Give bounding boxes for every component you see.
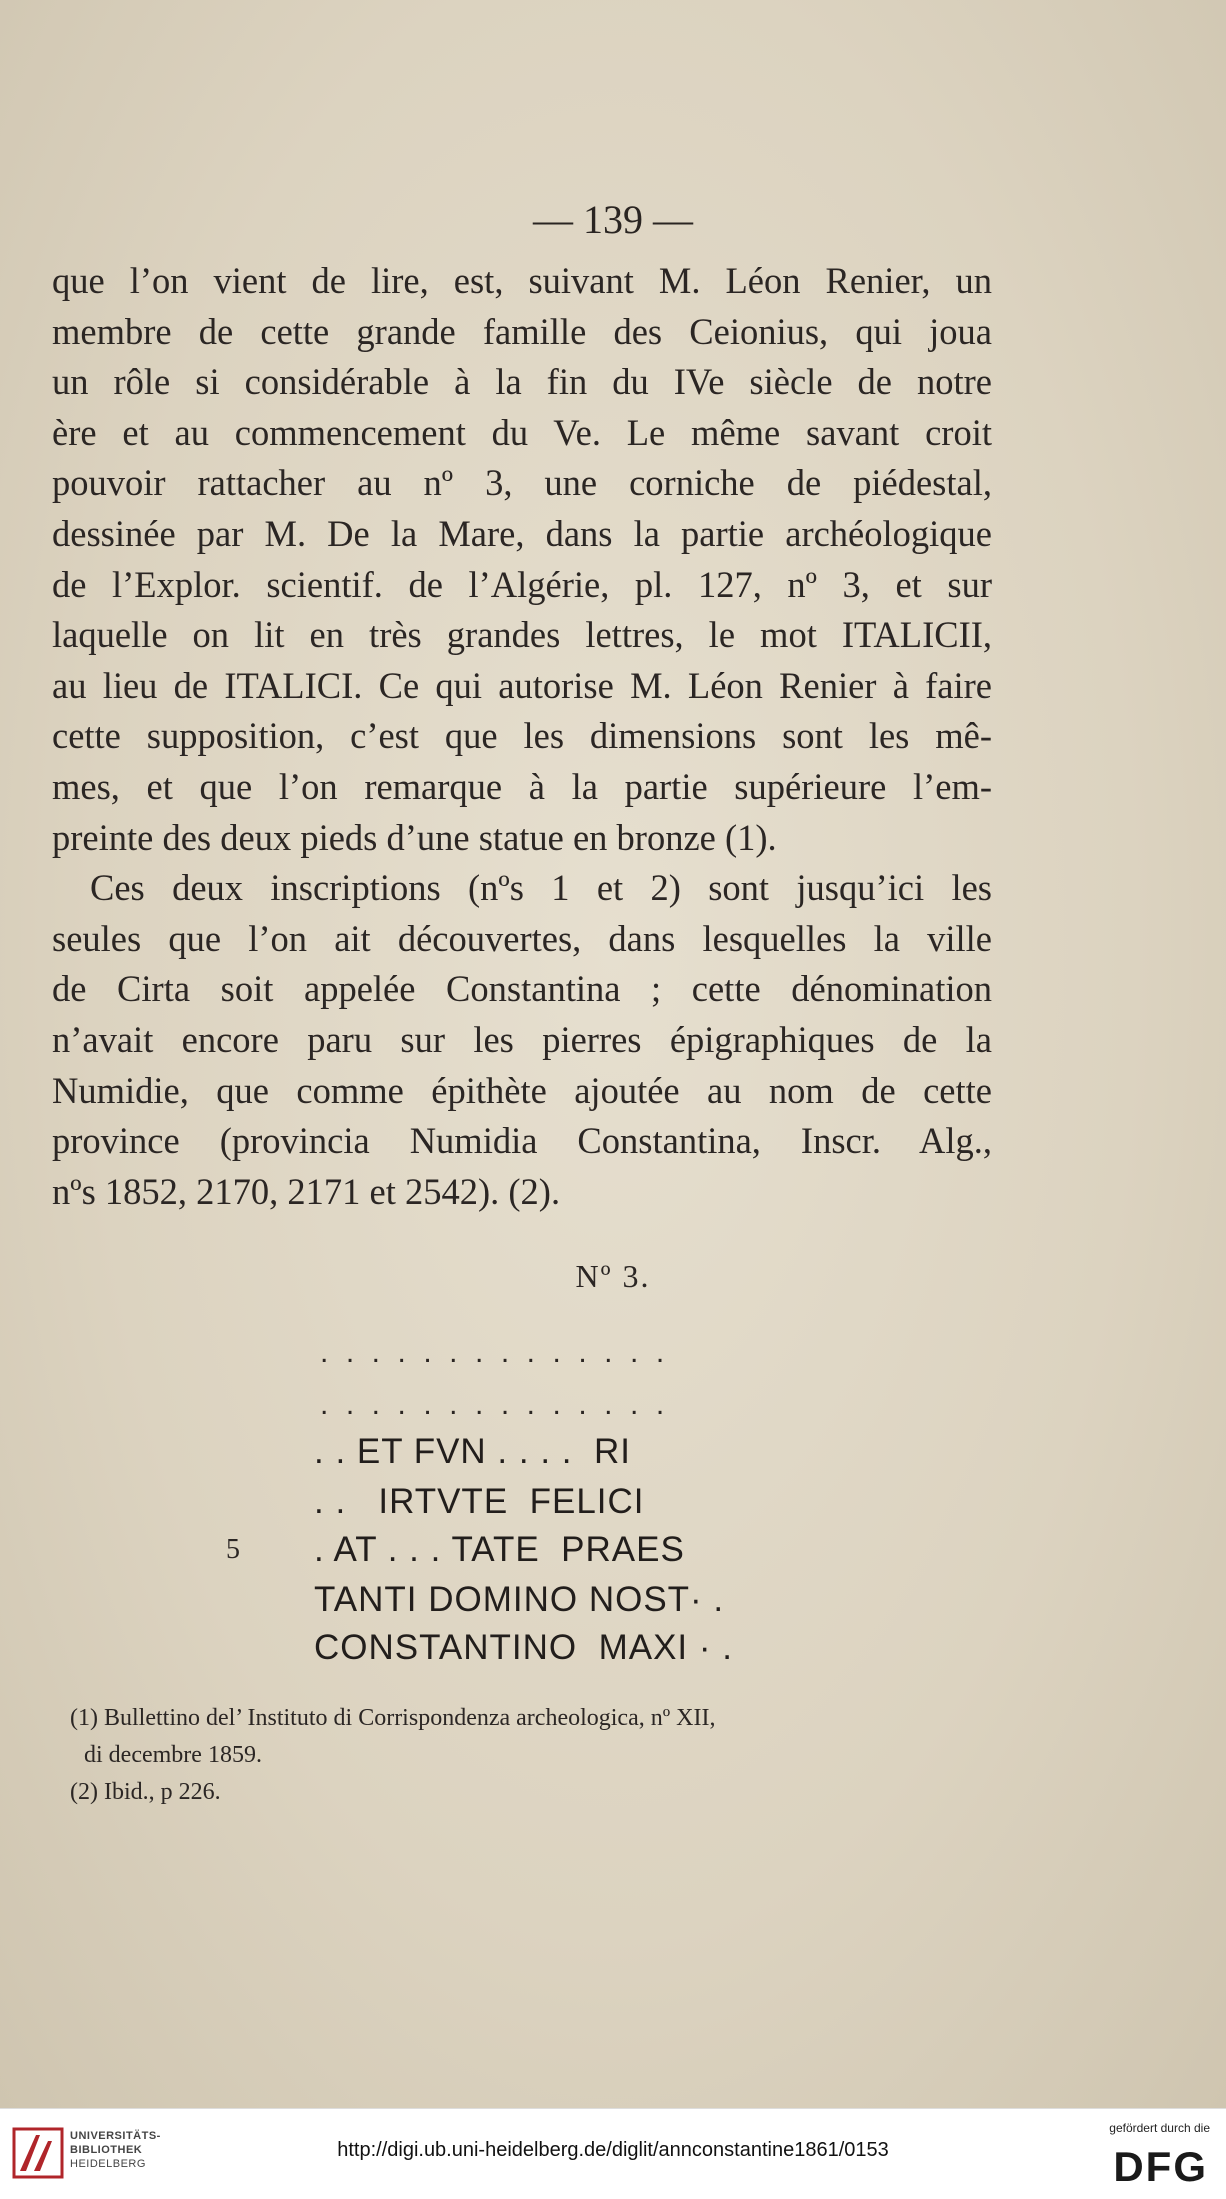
text-line: un rôle si considérable à la fin du IVe siècle de notre [52, 361, 992, 403]
text-line: membre de cette grande famille des Ceionius, qui joua [52, 310, 992, 352]
text-line: dessinée par M. De la Mare, dans la partie archéologique [52, 512, 992, 554]
library-name-line: UNIVERSITÄTS- [70, 2130, 161, 2142]
dfg-logo: DFG [1113, 2143, 1208, 2190]
permalink-url[interactable]: http://digi.ub.uni-heidelberg.de/diglit/annconstantine1861/0153 [337, 2139, 889, 2161]
text-line: que l’on vient de lire, est, suivant M. Léon Renier, un [52, 260, 992, 301]
inscription-line-number: 5 [226, 1534, 240, 1565]
inscription-line: . . ET FVN . . . . RI [314, 1432, 631, 1471]
text-line: province (provincia Numidia Constantina, Inscr. Alg., [52, 1120, 992, 1162]
text-line: laquelle on lit en très grandes lettres, le mot ITALICII, [52, 614, 992, 656]
inscription-line: . AT . . . TATE PRAES [314, 1530, 685, 1569]
text-line: n’avait encore paru sur les pierres épigraphiques de la [52, 1018, 992, 1060]
text-line: ère et au commencement du Ve. Le même savant croit [52, 411, 992, 453]
text-line: cette supposition, c’est que les dimensions sont les mê- [52, 715, 992, 757]
inscription-title: Nº 3. [575, 1258, 651, 1294]
page-number: — 139 — [533, 197, 693, 242]
footnote-1-continuation: di decembre 1859. [84, 1742, 262, 1768]
footnotes [70, 1700, 1010, 1811]
text-line: pouvoir rattacher au nº 3, une corniche de piédestal, [52, 462, 992, 504]
text-line: seules que l’on ait découvertes, dans lesquelles la ville [52, 917, 992, 959]
text-line: Ces deux inscriptions (nºs 1 et 2) sont jusqu’ici les [90, 867, 992, 909]
library-name-line: BIBLIOTHEK [70, 2144, 143, 2156]
footnote-2: (2) Ibid., p 226. [70, 1779, 221, 1805]
inscription-line: TANTI DOMINO NOST· . [314, 1580, 725, 1619]
body-text [52, 256, 992, 1217]
inscription-line: . . IRTVTE FELICI [314, 1482, 645, 1521]
text-line: de l’Explor. scientif. de l’Algérie, pl. 127, nº 3, et sur [52, 563, 992, 605]
text-line: nºs 1852, 2170, 2171 et 2542). (2). [52, 1170, 561, 1212]
footnote-1: (1) Bullettino del’ Instituto di Corrispondenza archeologica, nº XII, [70, 1705, 716, 1731]
inscription-line: CONSTANTINO MAXI · . [314, 1628, 733, 1667]
funded-by-label: gefördert durch die [1109, 2121, 1210, 2135]
paragraph-2 [52, 863, 992, 1217]
text-line: mes, et que l’on remarque à la partie supérieure l’em- [52, 765, 992, 807]
text-line: Numidie, que comme épithète ajoutée au nom de cette [52, 1069, 992, 1111]
text-line: de Cirta soit appelée Constantina ; cette dénomination [52, 968, 992, 1010]
digitization-banner [0, 2108, 1226, 2199]
inscription-dots-line: .............. [320, 1336, 682, 1369]
text-line: preinte des deux pieds d’une statue en bronze (1). [52, 816, 777, 858]
paragraph-1 [52, 256, 992, 863]
inscription-dots-line: .............. [320, 1388, 682, 1421]
library-name-line: HEIDELBERG [70, 2158, 146, 2170]
text-line: au lieu de ITALICI. Ce qui autorise M. Léon Renier à faire [52, 664, 992, 706]
